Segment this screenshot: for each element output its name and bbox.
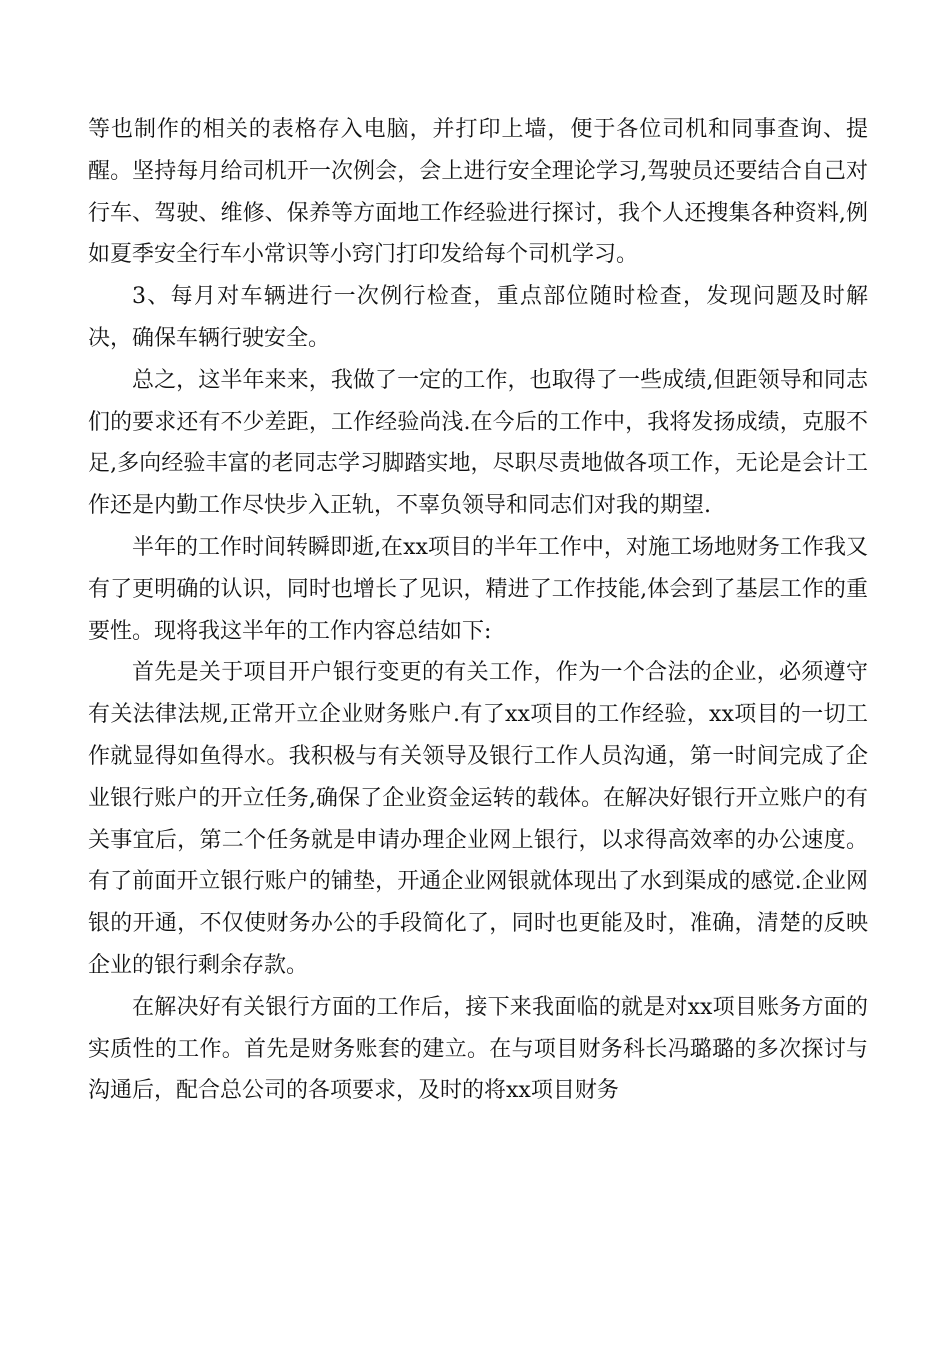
paragraph-3: 总之，这半年来来，我做了一定的工作，也取得了一些成绩,但距领导和同志们的要求还有不少差距，工作经验尚浅.在今后的工作中，我将发扬成绩，克服不足,多向经验丰富的老同志学习脚踏实地，尽职尽责地做各项工作，无论是会计工作还是内勤工作尽快步入正轨，不辜负领导和同志们对我的期望. (88, 367, 868, 519)
document-body (88, 109, 868, 1112)
paragraph-6: 在解决好有关银行方面的工作后，接下来我面临的就是对xx项目账务方面的实质性的工作。首先是财务账套的建立。在与项目财务科长冯璐璐的多次探讨与沟通后，配合总公司的各项要求，及时的将xx项目财务 (88, 994, 868, 1104)
paragraph-5: 首先是关于项目开户银行变更的有关工作，作为一个合法的企业，必须遵守有关法律法规,正常开立企业财务账户.有了xx项目的工作经验，xx项目的一切工作就显得如鱼得水。我积极与有关领导及银行工作人员沟通，第一时间完成了企业银行账户的开立任务,确保了企业资金运转的载体。在解决好银行开立账户的有关事宜后，第二个任务就是申请办理企业网上银行，以求得高效率的办公速度。有了前面开立银行账户的铺垫，开通企业网银就体现出了水到渠成的感觉.企业网银的开通，不仅使财务办公的手段简化了，同时也更能及时，准确，清楚的反映企业的银行剩余存款。 (88, 660, 868, 978)
paragraph-1: 等也制作的相关的表格存入电脑，并打印上墙，便于各位司机和同事查询、提醒。坚持每月给司机开一次例会，会上进行安全理论学习,驾驶员还要结合自己对行车、驾驶、维修、保养等方面地工作经验进行探讨，我个人还搜集各种资料,例如夏季安全行车小常识等小窍门打印发给每个司机学习。 (88, 117, 868, 268)
paragraph-4: 半年的工作时间转瞬即逝,在xx项目的半年工作中，对施工场地财务工作我又有了更明确的认识，同时也增长了见识，精进了工作技能,体会到了基层工作的重要性。现将我这半年的工作内容总结如下: (88, 534, 868, 644)
paragraph-2: 3、每月对车辆进行一次例行检查，重点部位随时检查，发现问题及时解决，确保车辆行驶安全。 (88, 284, 868, 351)
